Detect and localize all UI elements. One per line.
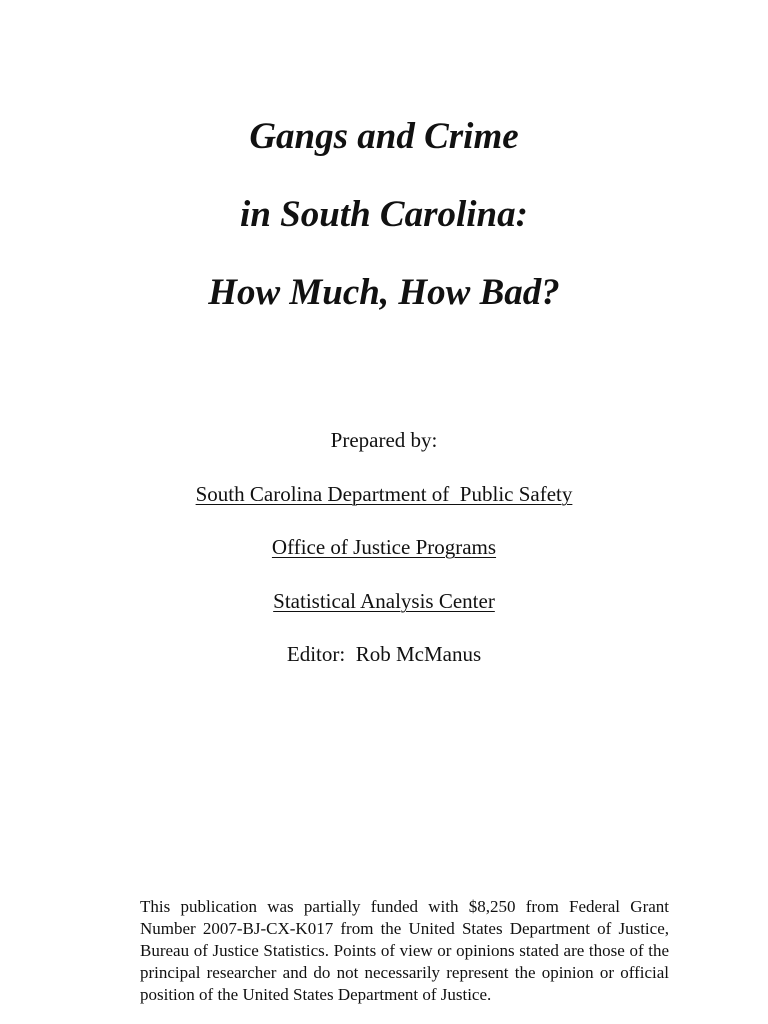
department-name: South Carolina Department of Public Safety: [195, 482, 573, 506]
funding-disclaimer: This publication was partially funded with $8,250 from Federal Grant Number 2007-BJ-CX-K017 from the United States Department of Justice, Bureau of Justice Statistics. Points of view or opinions stated are those of the principal researcher and do not necessarily represent the opinion or official position of the United States Department of Justice.: [140, 897, 669, 1004]
center-name: Statistical Analysis Center: [273, 589, 495, 613]
title-line-1: Gangs and Crime: [249, 116, 519, 157]
office-line: [0, 534, 768, 560]
center-line: [0, 588, 768, 614]
office-name: Office of Justice Programs: [271, 535, 497, 559]
title-line-3: How Much, How Bad?: [208, 272, 560, 313]
department-line: [0, 481, 768, 507]
prepared-by-label: Prepared by:: [330, 428, 438, 452]
editor-line: Editor: Rob McManus: [286, 642, 482, 666]
title-line-2: in South Carolina:: [240, 194, 528, 235]
